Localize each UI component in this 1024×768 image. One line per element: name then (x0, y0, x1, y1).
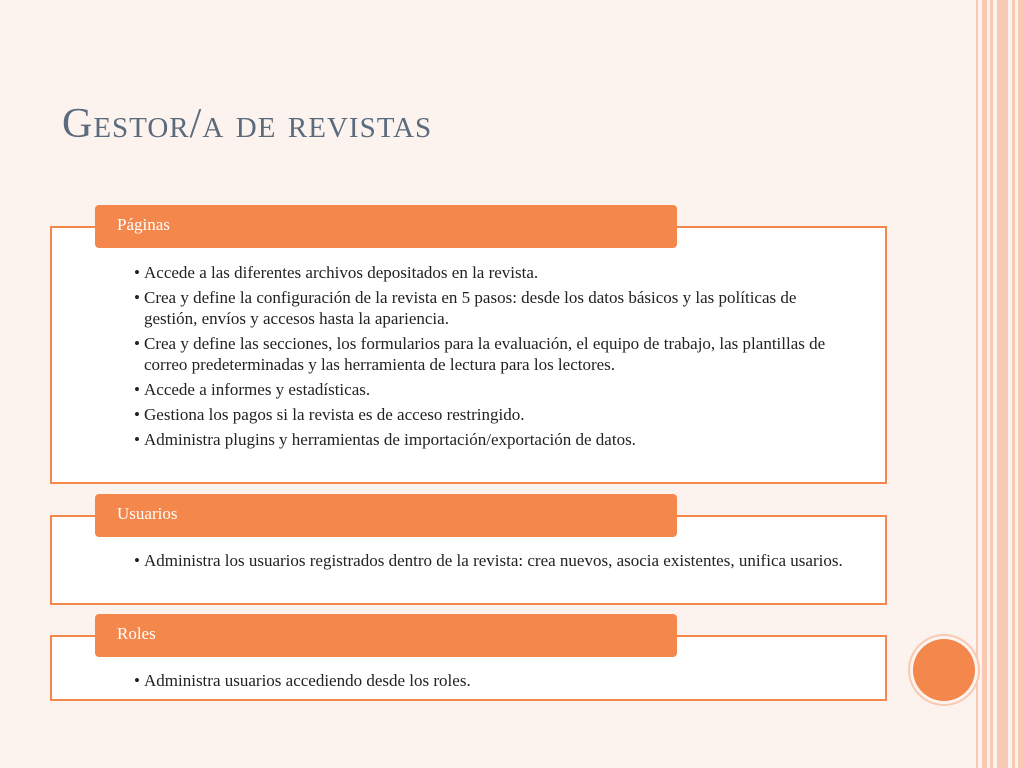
list-item: • Administra los usuarios registrados dentro de la revista: crea nuevos, asocia existentes, unifica usarios. (116, 550, 844, 571)
stripe (1012, 0, 1015, 768)
list-item: • Gestiona los pagos si la revista es de acceso restringido. (116, 404, 844, 425)
usuarios-list (116, 550, 844, 575)
list-item: • Crea y define las secciones, los formularios para la evaluación, el equipo de trabajo, las plantillas de correo predeterminadas y las herramienta de lectura para los lectores. (116, 333, 844, 375)
list-item: • Accede a las diferentes archivos depositados en la revista. (116, 262, 844, 283)
decorative-circle-icon (913, 639, 975, 701)
roles-list (116, 670, 844, 695)
list-item: • Administra plugins y herramientas de importación/exportación de datos. (116, 429, 844, 450)
stripe (976, 0, 978, 768)
stripe (997, 0, 1008, 768)
stripe (1018, 0, 1024, 768)
section-header-paginas: Páginas (95, 205, 677, 248)
slide-title: Gestor/a de revistas (62, 101, 433, 147)
decorative-stripes (976, 0, 1024, 768)
section-header-usuarios: Usuarios (95, 494, 677, 537)
list-item: • Administra usuarios accediendo desde los roles. (116, 670, 844, 691)
section-paginas (50, 226, 887, 484)
stripe (982, 0, 987, 768)
list-item: • Crea y define la configuración de la revista en 5 pasos: desde los datos básicos y las políticas de gestión, envíos y accesos hasta la apariencia. (116, 287, 844, 329)
stripe (990, 0, 993, 768)
list-item: • Accede a informes y estadísticas. (116, 379, 844, 400)
paginas-list (116, 262, 844, 454)
section-header-roles: Roles (95, 614, 677, 657)
